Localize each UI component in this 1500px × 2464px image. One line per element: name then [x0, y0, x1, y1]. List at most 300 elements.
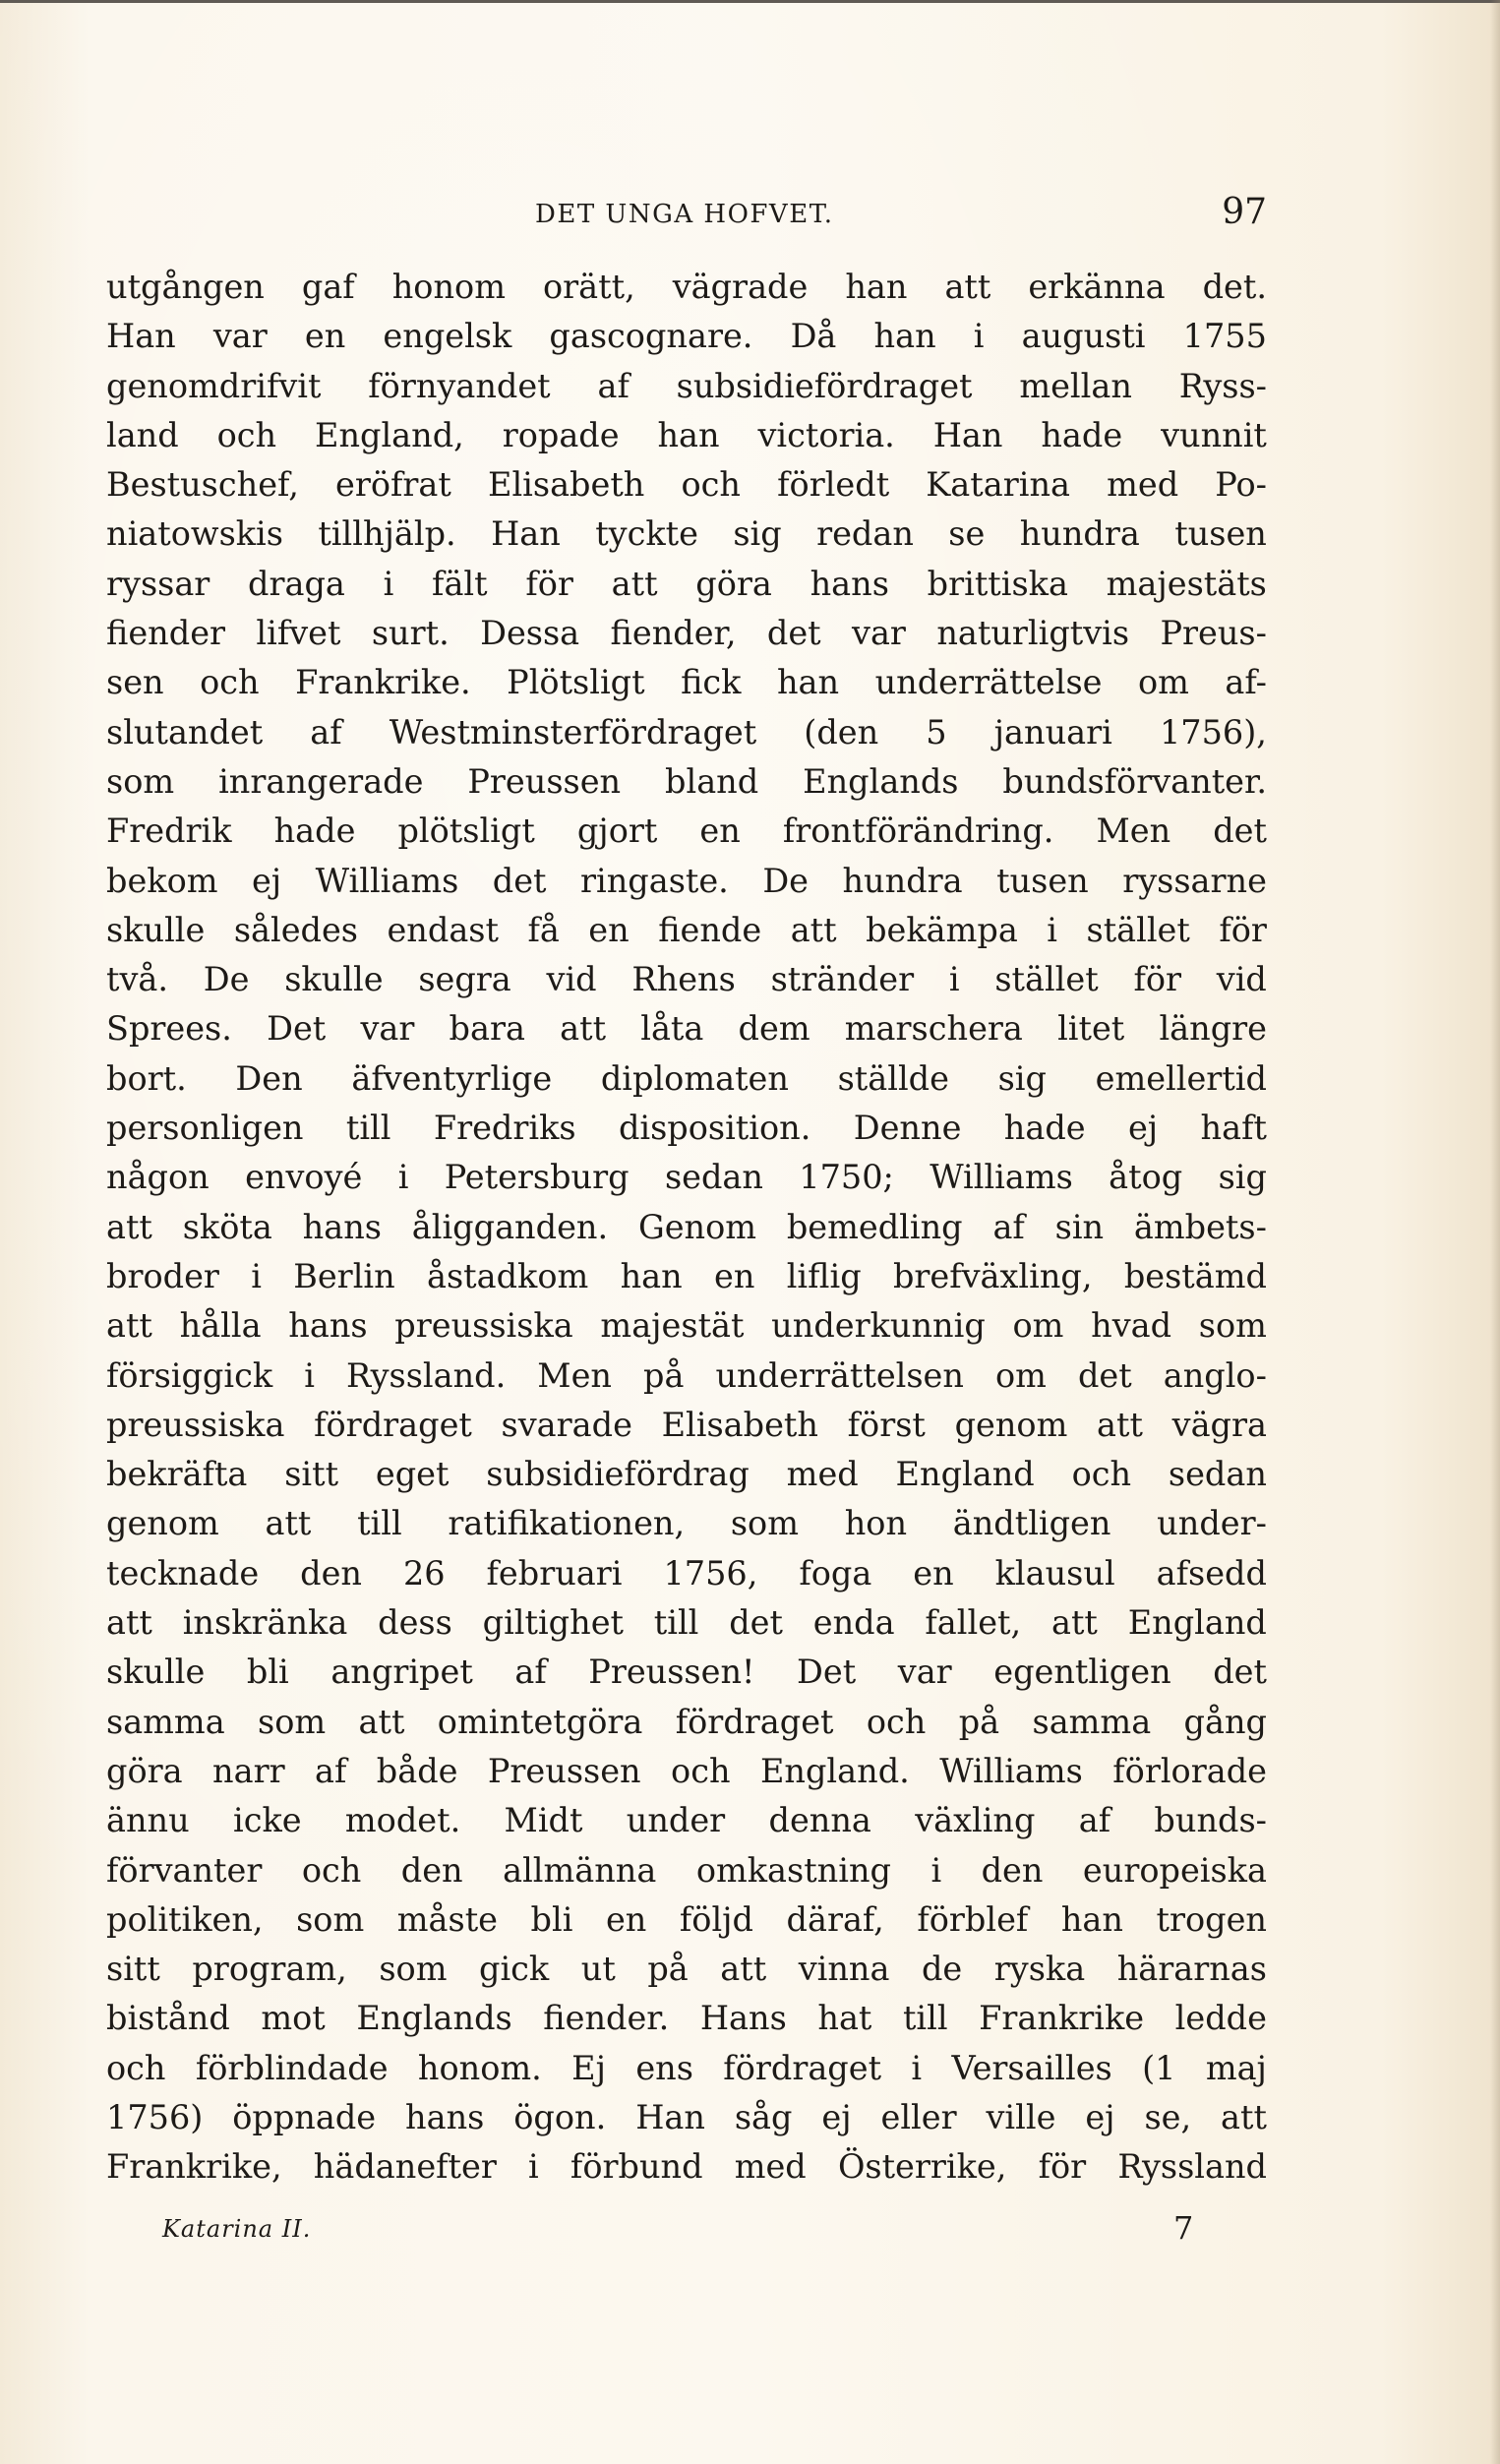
- text-word: det: [766, 614, 821, 653]
- text-word: af: [992, 1207, 1025, 1246]
- text-word: inrangerade: [218, 761, 424, 801]
- text-word: ej: [1085, 2097, 1115, 2136]
- text-word: genom: [106, 1504, 219, 1543]
- text-word: först: [847, 1405, 926, 1444]
- text-line: [106, 807, 1267, 856]
- text-word: sköta: [182, 1207, 272, 1246]
- text-word: 1756): [106, 2097, 204, 2136]
- text-word: det: [729, 1603, 783, 1643]
- text-word: Elisabeth: [661, 1405, 818, 1444]
- text-word: under: [626, 1801, 726, 1840]
- text-word: subsidiefördrag: [486, 1455, 750, 1494]
- text-word: för: [1133, 960, 1182, 999]
- text-word: subsidiefördraget: [676, 366, 973, 405]
- text-word: härarnas: [1116, 1950, 1267, 1989]
- text-word: Det: [267, 1009, 327, 1049]
- text-word: att: [720, 1950, 767, 1989]
- text-word: på: [647, 1950, 689, 1989]
- text-word: i: [397, 1158, 409, 1197]
- text-word: tusen: [996, 861, 1089, 900]
- text-word: dem: [738, 1009, 810, 1049]
- text-word: af: [514, 1653, 547, 1692]
- text-word: Den: [235, 1058, 303, 1098]
- text-word: februari: [486, 1553, 623, 1593]
- text-word: stränder: [770, 960, 915, 999]
- text-word: bli: [246, 1653, 289, 1692]
- text-word: sin: [1054, 1207, 1105, 1246]
- text-word: utgången: [106, 268, 265, 306]
- text-word: Frankrike.: [295, 663, 471, 702]
- text-word: endast: [387, 910, 499, 949]
- text-word: De: [762, 861, 809, 900]
- text-word: fiender,: [610, 614, 737, 653]
- text-word: tillhjälp.: [318, 514, 456, 554]
- text-word: skulle: [106, 1653, 206, 1692]
- text-word: bara: [449, 1009, 525, 1049]
- text-word: hädanefter: [313, 2147, 497, 2187]
- text-line: [106, 560, 1267, 609]
- text-word: fält: [432, 564, 488, 603]
- text-word: augusti: [1021, 317, 1146, 356]
- text-word: göra: [106, 1751, 183, 1790]
- text-line: [106, 1895, 1267, 1945]
- text-word: få: [527, 910, 560, 949]
- text-word: ej: [1127, 1109, 1159, 1148]
- text-word: förvanter: [106, 1850, 263, 1890]
- text-word: surt.: [371, 614, 450, 653]
- text-word: mot: [261, 1999, 326, 2038]
- text-word: gjort: [576, 811, 658, 851]
- text-word: bli: [530, 1899, 573, 1939]
- text-word: segra: [418, 960, 511, 999]
- text-word: han: [873, 317, 936, 356]
- text-line: [106, 857, 1267, 906]
- text-word: med: [734, 2147, 807, 2187]
- text-word: hans: [302, 1207, 382, 1246]
- page-header: [106, 192, 1267, 239]
- text-word: 26: [402, 1553, 446, 1593]
- text-word: tecknade: [106, 1553, 260, 1593]
- text-word: han: [620, 1256, 683, 1295]
- text-word: eget: [375, 1455, 450, 1494]
- text-line: [106, 1598, 1267, 1648]
- text-word: tyckte: [595, 514, 698, 554]
- text-word: icke: [233, 1801, 302, 1840]
- text-word: plötsligt: [397, 811, 535, 851]
- text-word: honom.: [417, 2048, 542, 2087]
- text-word: som: [296, 1899, 365, 1939]
- text-word: var: [360, 1009, 415, 1049]
- text-word: Rhens: [631, 960, 736, 999]
- text-word: göra: [695, 564, 772, 603]
- text-word: genomdrifvit: [106, 366, 322, 405]
- text-word: Berlin: [293, 1256, 395, 1295]
- text-word: underrättelsen: [715, 1355, 964, 1395]
- text-word: som: [730, 1504, 799, 1543]
- text-line: [106, 1104, 1267, 1153]
- text-word: ropade: [502, 415, 620, 454]
- text-line: [106, 609, 1267, 658]
- text-word: broder: [106, 1256, 219, 1295]
- text-word: Petersburg: [444, 1158, 630, 1197]
- text-word: (1: [1142, 2048, 1176, 2087]
- text-word: afsedd: [1156, 1553, 1267, 1593]
- text-word: bestämd: [1123, 1256, 1267, 1295]
- text-word: fördraget: [723, 2048, 882, 2087]
- text-word: diplomaten: [600, 1058, 789, 1098]
- text-word: liflig: [786, 1256, 862, 1295]
- text-word: i: [383, 564, 394, 603]
- text-word: och: [671, 1751, 731, 1790]
- text-word: enda: [812, 1603, 895, 1643]
- text-word: preussiska: [106, 1405, 285, 1444]
- text-word: Bestuschef,: [106, 465, 299, 505]
- text-word: Midt: [504, 1801, 583, 1840]
- text-word: af: [310, 712, 342, 751]
- text-word: den: [981, 1850, 1044, 1890]
- text-word: bekräfta: [106, 1455, 248, 1494]
- text-word: preussiska: [394, 1306, 573, 1346]
- top-edge-rule: [0, 0, 1500, 3]
- text-line: [106, 362, 1267, 411]
- text-word: genom: [954, 1405, 1068, 1444]
- text-word: hans: [288, 1306, 368, 1346]
- text-word: vinna: [798, 1950, 890, 1989]
- text-word: sedan: [1168, 1455, 1267, 1494]
- text-word: draga: [248, 564, 345, 603]
- text-line: [106, 906, 1267, 955]
- text-word: ej: [821, 2097, 852, 2136]
- text-word: gaf: [301, 268, 355, 306]
- text-word: ville: [986, 2097, 1056, 2136]
- text-line: [106, 1004, 1267, 1053]
- text-word: bland: [665, 761, 759, 801]
- text-word: europeiska: [1082, 1850, 1267, 1890]
- text-word: vägrade: [672, 268, 809, 306]
- text-word: under-: [1157, 1504, 1267, 1543]
- text-word: var: [212, 317, 268, 356]
- text-word: Då: [790, 317, 837, 356]
- text-word: Frankrike,: [106, 2147, 282, 2187]
- text-word: åligganden.: [411, 1207, 609, 1246]
- text-word: Frankrike: [979, 1999, 1145, 2038]
- text-word: som: [106, 761, 175, 801]
- text-word: klausul: [994, 1553, 1115, 1593]
- text-word: med: [1107, 465, 1179, 505]
- text-word: Ej: [571, 2048, 607, 2087]
- text-word: således: [233, 910, 358, 949]
- text-word: Williams: [939, 1751, 1083, 1790]
- text-word: två.: [106, 960, 169, 999]
- text-word: och: [681, 465, 741, 505]
- text-word: lifvet: [256, 614, 341, 653]
- text-word: och: [200, 663, 260, 702]
- text-word: den: [300, 1553, 362, 1593]
- text-word: han: [845, 268, 908, 306]
- text-word: och: [1071, 1455, 1132, 1494]
- text-word: han: [657, 415, 720, 454]
- text-word: stället: [994, 960, 1099, 999]
- text-word: förnyandet: [368, 366, 551, 405]
- text-line: [106, 1252, 1267, 1301]
- text-word: till: [357, 1504, 402, 1543]
- text-word: i: [528, 2147, 539, 2187]
- text-word: Elisabeth: [488, 465, 645, 505]
- text-word: hat: [817, 1999, 872, 2038]
- text-word: af: [597, 366, 630, 405]
- text-word: Hans: [699, 1999, 787, 2038]
- text-word: sig: [1218, 1158, 1267, 1197]
- text-word: fiender.: [543, 1999, 670, 2038]
- text-word: 1756),: [1159, 712, 1267, 751]
- text-word: i: [1047, 910, 1058, 949]
- text-word: Preussen: [487, 1751, 641, 1790]
- text-word: var: [852, 614, 906, 653]
- text-word: bistånd: [106, 1999, 230, 2038]
- text-word: personligen: [106, 1109, 304, 1148]
- text-word: öppnade: [232, 2097, 377, 2136]
- text-word: förlorade: [1112, 1751, 1267, 1790]
- text-word: att: [265, 1504, 312, 1543]
- text-word: åstadkom: [427, 1256, 589, 1295]
- text-word: majestäts: [1106, 564, 1267, 603]
- text-word: Preus-: [1160, 614, 1267, 653]
- text-word: bekämpa: [866, 910, 1018, 949]
- signature-mark: 7: [1173, 2209, 1194, 2247]
- text-word: 1756,: [663, 1553, 758, 1593]
- text-line: [106, 1054, 1267, 1104]
- text-word: som: [379, 1950, 448, 1989]
- text-word: han: [776, 663, 840, 702]
- text-word: som: [1198, 1306, 1267, 1346]
- text-word: Westminsterfördraget: [389, 712, 757, 751]
- text-word: vägra: [1171, 1405, 1267, 1444]
- text-word: af: [315, 1751, 347, 1790]
- text-line: [106, 708, 1267, 757]
- text-word: haft: [1200, 1109, 1267, 1148]
- text-line: [106, 955, 1267, 1004]
- text-word: växling: [915, 1801, 1036, 1840]
- text-word: niatowskis: [106, 514, 283, 554]
- text-word: ej: [251, 861, 282, 900]
- text-word: politiken,: [106, 1899, 264, 1939]
- text-line: [106, 2093, 1267, 2142]
- text-word: en: [588, 910, 630, 949]
- text-word: underkunnig: [771, 1306, 986, 1346]
- body-text: [106, 263, 1267, 2193]
- text-line: [106, 1301, 1267, 1351]
- text-word: ämbets-: [1133, 1207, 1267, 1246]
- text-word: januari: [993, 712, 1112, 751]
- text-word: Versailles: [951, 2048, 1112, 2087]
- text-word: sig: [997, 1058, 1047, 1098]
- text-word: 1755: [1182, 317, 1267, 356]
- text-word: samma: [1032, 1702, 1152, 1741]
- page-number: 97: [1222, 192, 1267, 232]
- text-word: om: [1137, 663, 1189, 702]
- text-word: med: [786, 1455, 859, 1494]
- text-word: till: [902, 1999, 948, 2038]
- text-word: hans: [810, 564, 889, 603]
- text-word: hon: [844, 1504, 908, 1543]
- text-word: däraf,: [786, 1899, 884, 1939]
- page-edge-shadow: [1490, 0, 1500, 2464]
- text-word: en: [699, 811, 741, 851]
- signature-label: Katarina II.: [162, 2215, 312, 2243]
- text-word: anglo-: [1163, 1355, 1267, 1395]
- text-word: på: [958, 1702, 1000, 1741]
- text-word: honom: [391, 268, 506, 306]
- text-word: frontförändring.: [782, 811, 1054, 851]
- text-word: Österrike,: [837, 2147, 1007, 2187]
- text-word: ledde: [1174, 1999, 1267, 2038]
- text-word: gång: [1183, 1702, 1267, 1741]
- text-word: Po-: [1215, 465, 1267, 505]
- text-word: låta: [640, 1009, 704, 1049]
- text-word: denna: [768, 1801, 871, 1840]
- text-word: narr: [212, 1751, 285, 1790]
- text-word: maj: [1205, 2048, 1267, 2087]
- text-word: se,: [1144, 2097, 1192, 2136]
- text-line: [106, 1698, 1267, 1747]
- text-word: inskränka: [182, 1603, 348, 1643]
- text-word: Preussen!: [588, 1653, 755, 1692]
- text-word: envoyé: [245, 1158, 363, 1197]
- text-word: för: [525, 564, 573, 603]
- text-word: att: [944, 268, 991, 306]
- text-word: förblindade: [195, 2048, 389, 2087]
- text-word: Englands: [803, 761, 959, 801]
- text-word: fick: [681, 663, 742, 702]
- text-line: [106, 1401, 1267, 1450]
- text-word: att: [106, 1207, 152, 1246]
- text-word: Han: [491, 514, 561, 554]
- text-word: emellertid: [1095, 1058, 1267, 1098]
- text-word: England: [1127, 1603, 1267, 1643]
- text-word: Han: [635, 2097, 705, 2136]
- text-word: en: [714, 1256, 755, 1295]
- text-word: ännu: [106, 1801, 190, 1840]
- text-word: till: [345, 1109, 391, 1148]
- text-word: erkänna: [1028, 268, 1166, 306]
- text-word: ögon.: [513, 2097, 607, 2136]
- text-word: förledt: [777, 465, 890, 505]
- text-word: i: [911, 2048, 923, 2087]
- text-word: Han: [932, 415, 1003, 454]
- page-footer: [162, 2209, 1205, 2249]
- text-word: modet.: [344, 1801, 461, 1840]
- text-word: vid: [546, 960, 597, 999]
- text-word: Denne: [853, 1109, 962, 1148]
- text-line: [106, 1153, 1267, 1202]
- text-word: sitt: [106, 1950, 160, 1989]
- text-word: att: [358, 1702, 405, 1741]
- text-word: af: [1078, 1801, 1111, 1840]
- text-word: för: [1038, 2147, 1087, 2187]
- text-word: Men: [1096, 811, 1171, 851]
- text-word: hvad: [1091, 1306, 1172, 1346]
- text-word: till: [653, 1603, 699, 1643]
- text-word: gick: [479, 1950, 550, 1989]
- text-word: och: [106, 2048, 166, 2087]
- text-word: dess: [378, 1603, 452, 1643]
- text-word: ryssar: [106, 564, 210, 603]
- text-word: litet: [1057, 1009, 1125, 1049]
- text-word: Genom: [637, 1207, 757, 1246]
- text-word: victoria.: [757, 415, 895, 454]
- text-word: gascognare.: [549, 317, 753, 356]
- text-word: naturligtvis: [936, 614, 1130, 653]
- text-word: allmänna: [503, 1850, 657, 1890]
- text-word: som: [258, 1702, 327, 1741]
- text-word: den: [400, 1850, 463, 1890]
- text-word: och: [216, 415, 277, 454]
- text-word: i: [948, 960, 960, 999]
- text-word: 1750;: [799, 1158, 894, 1197]
- text-word: åtog: [1109, 1158, 1183, 1197]
- text-word: slutandet: [106, 712, 264, 751]
- text-word: det: [492, 861, 547, 900]
- text-word: bundsförvanter.: [1002, 761, 1267, 801]
- text-word: Men: [537, 1355, 612, 1395]
- text-word: brefväxling,: [892, 1256, 1093, 1295]
- text-word: Ryssland: [1117, 2147, 1267, 2187]
- text-word: Williams: [315, 861, 459, 900]
- text-word: en: [913, 1553, 954, 1593]
- text-word: det: [1213, 811, 1267, 851]
- text-word: Plötsligt: [507, 663, 645, 702]
- text-word: ratifikationen,: [448, 1504, 686, 1543]
- text-line: [106, 1747, 1267, 1796]
- text-word: både: [376, 1751, 458, 1790]
- text-line: [106, 411, 1267, 460]
- text-line: [106, 1945, 1267, 1994]
- text-word: eller: [880, 2097, 957, 2136]
- text-word: England,: [314, 415, 464, 454]
- text-word: att: [1221, 2097, 1267, 2136]
- text-word: att: [1097, 1405, 1143, 1444]
- text-word: försiggick: [106, 1355, 273, 1395]
- text-word: land: [106, 415, 179, 454]
- text-word: Sprees.: [106, 1009, 232, 1049]
- text-word: skulle: [284, 960, 384, 999]
- text-word: i: [304, 1355, 315, 1395]
- text-word: en: [605, 1899, 647, 1939]
- text-word: bunds-: [1154, 1801, 1267, 1840]
- text-word: bekom: [106, 861, 218, 900]
- text-word: angripet: [330, 1653, 473, 1692]
- text-word: (den: [804, 712, 879, 751]
- text-line: [106, 1846, 1267, 1895]
- text-word: se: [948, 514, 986, 554]
- text-line: [106, 1549, 1267, 1598]
- text-word: ställde: [837, 1058, 949, 1098]
- text-word: i: [930, 1850, 942, 1890]
- text-word: en: [304, 317, 346, 356]
- text-line: [106, 263, 1267, 312]
- text-word: om: [1012, 1306, 1064, 1346]
- text-word: af-: [1225, 663, 1267, 702]
- text-word: fallet,: [925, 1603, 1022, 1643]
- text-word: ändtligen: [952, 1504, 1111, 1543]
- text-word: ringaste.: [579, 861, 729, 900]
- text-word: vid: [1216, 960, 1267, 999]
- text-word: Englands: [356, 1999, 512, 2038]
- text-word: Fredriks: [433, 1109, 576, 1148]
- text-word: bort.: [106, 1058, 187, 1098]
- text-word: längre: [1159, 1009, 1267, 1049]
- text-word: de: [921, 1950, 963, 1989]
